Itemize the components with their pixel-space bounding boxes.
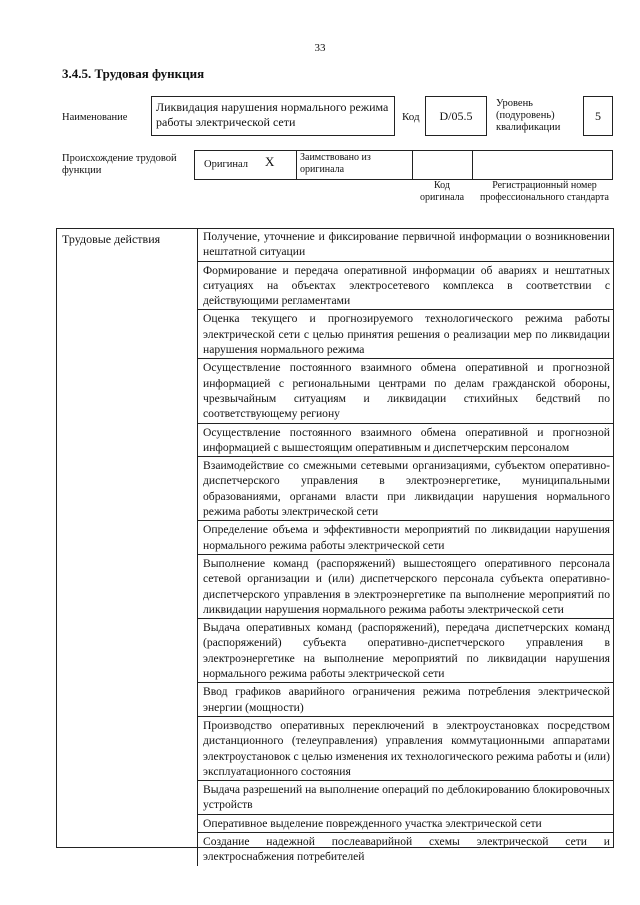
original-label: Оригинал [204,159,248,170]
labor-action-item: Оценка текущего и прогнозируемого технологического режима работы электрической сети с целью принятия решения о реализации мер по ликвидации нарушения нормального режима [198,310,614,359]
original-mark: X [265,154,275,169]
code-original-caption: Код оригинала [419,180,465,203]
origin-reg-number-cell [472,150,613,180]
labor-action-item: Производство оперативных переключений в электроустановках посредством дистанционного (телеуправления) управления коммутационными аппаратами электроустановок с целью изменения их технологического режима работы и (или) эксплуатационного состояния [198,717,614,781]
labor-action-item: Определение объема и эффективности мероприятий по ликвидации нарушения нормального режима работы электрической сети [198,521,614,555]
reg-number-caption: Регистрационный номер профессионального стандарта [480,180,609,203]
qualification-level-label: Уровень (подуровень) квалификации [496,98,561,133]
origin-label: Происхождение трудовой функции [62,153,177,176]
qualification-level-value: 5 [583,96,613,136]
origin-code-cell [412,150,472,180]
labor-action-item: Создание надежной послеаварийной схемы электрической сети и электроснабжения потребителей [203,834,610,864]
name-label: Наименование [62,112,128,123]
labor-actions-label: Трудовые действия [62,232,161,246]
labor-action-item: Выполнение команд (распоряжений) вышестоящего оперативного персонала сетевой организации и (или) диспетчерского персонала субъекта оперативно-диспетчерского управления в электроэнергетике па выполнение мероприятий по ликвидации нарушения нормального режима работы электрической сети [198,555,614,619]
code-value: D/05.5 [425,96,487,136]
labor-action-item: Взаимодействие со смежными сетевыми организациями, субъектом оперативно-диспетчерского управления в электроэнергетике, муниципальными образованиями, органами власти при ликвидации нарушения нормального режима работы электрической сети [198,457,614,521]
labor-action-item: Оперативное выделение поврежденного участка электрической сети [198,815,614,833]
labor-action-item: Осуществление постоянного взаимного обмена оперативной и прогнозной информацией с региональными центрами по делам гражданской обороны, чрезвычайным ситуациям и ликвидации стихийных бедствий по соответствующему региону [198,359,614,423]
labor-actions-list [197,228,614,866]
name-value: Ликвидация нарушения нормального режима работы электрической сети [151,96,395,136]
labor-action-item: Осуществление постоянного взаимного обмена оперативной и прогнозной информацией с вышестоящим оперативным и диспетчерским персоналом [198,424,614,458]
section-title: 3.4.5. Трудовая функция [62,66,205,81]
code-label: Код [402,111,420,123]
page-number: 33 [314,42,326,54]
borrowed-label: Заимствовано из оригинала [300,152,371,175]
labor-action-item: Получение, уточнение и фиксирование первичной информации о возникновении нештатной ситуации [198,228,614,262]
labor-action-item: Выдача оперативных команд (распоряжений), передача диспетчерских команд (распоряжений) субъекта оперативно-диспетчерского управления в электроэнергетике на выполнение мероприятий по ликвидации нарушения нормального режима работы электрической сети [198,619,614,683]
labor-action-item: Ввод графиков аварийного ограничения режима потребления электрической энергии (мощности) [198,683,614,717]
labor-action-item: Формирование и передача оперативной информации об авариях и нештатных ситуациях на объектах электросетевого комплекса в соответствии с действующими регламентами [198,262,614,311]
labor-action-item: Выдача разрешений на выполнение операций по деблокированию блокировочных устройств [198,781,614,815]
